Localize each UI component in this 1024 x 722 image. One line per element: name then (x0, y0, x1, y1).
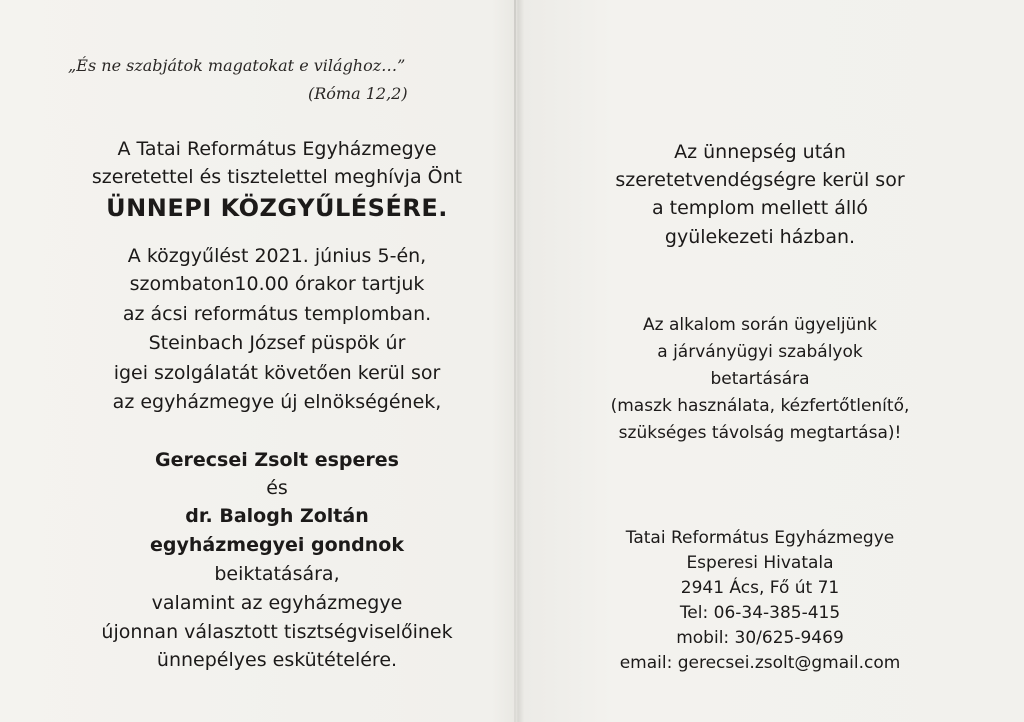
and-line: és (266, 477, 288, 499)
notice-line-3: betartására (710, 369, 810, 389)
notice-line-4: (maszk használata, kézfertőtlenítő, (610, 396, 910, 416)
curator-title: egyházmegyei gondnok (150, 534, 404, 556)
notice-line-1: Az alkalom során ügyeljünk (643, 315, 877, 335)
contact-office: Esperesi Hivatala (686, 553, 834, 573)
contact-email[interactable]: email: gerecsei.zsolt@gmail.com (619, 653, 901, 673)
inviter-line: A Tatai Református Egyházmegye (117, 138, 437, 160)
curator-name: dr. Balogh Zoltán (185, 505, 369, 527)
right-panel (516, 0, 1024, 722)
service-line: igei szolgálatát követően kerül sor (113, 362, 441, 384)
notice-line-2: a járványügyi szabályok (657, 342, 863, 362)
contact-mobile: mobil: 30/625-9469 (676, 628, 844, 648)
bible-quote: „És ne szabjátok magatokat e világhoz…” (68, 56, 406, 75)
after-ceremony-line: Az ünnepség után (674, 141, 846, 163)
location-line: az ácsi református templomban. (122, 303, 432, 325)
presidency-line: az egyházmegye új elnökségének, (112, 391, 442, 413)
invitation-line: szeretettel és tisztelettel meghívja Önt (91, 166, 463, 188)
bishop-line: Steinbach József püspök úr (148, 332, 406, 354)
oath-line: ünnepélyes eskütételére. (156, 649, 398, 671)
community-house-line: gyülekezeti házban. (664, 226, 856, 248)
church-adjacent-line: a templom mellett álló (651, 197, 869, 219)
installation-line: beiktatására, (214, 563, 340, 585)
contact-address: 2941 Ács, Fő út 71 (680, 578, 840, 598)
also-line: valamint az egyházmegye (151, 592, 403, 614)
dean-name: Gerecsei Zsolt esperes (155, 449, 399, 471)
officials-line: újonnan választott tisztségviselőinek (101, 621, 453, 643)
notice-line-5: szükséges távolság megtartása)! (618, 423, 902, 443)
contact-org: Tatai Református Egyházmegye (625, 528, 895, 548)
bible-reference: (Róma 12,2) (308, 84, 408, 103)
event-title: ÜNNEPI KÖZGYŰLÉSÉRE. (106, 194, 448, 222)
time-line: szombaton10.00 órakor tartjuk (129, 273, 425, 295)
contact-phone: Tel: 06-34-385-415 (679, 603, 841, 623)
date-line: A közgyűlést 2021. június 5-én, (127, 245, 427, 267)
reception-line: szeretetvendégségre kerül sor (615, 169, 905, 191)
